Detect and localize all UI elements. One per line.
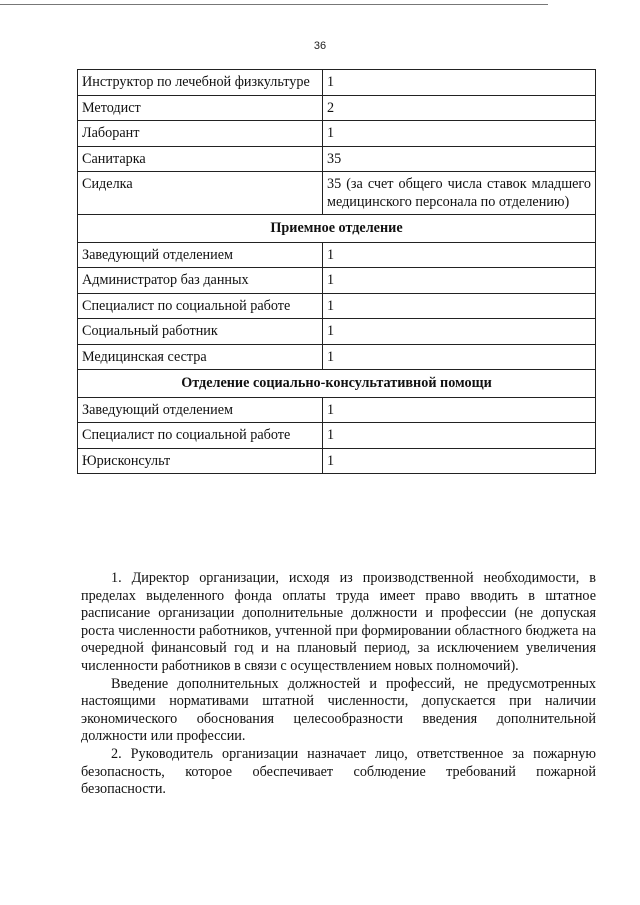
- position-cell: Медицинская сестра: [78, 344, 323, 370]
- position-cell: Санитарка: [78, 146, 323, 172]
- top-rule: [0, 4, 548, 5]
- table-row: [78, 293, 596, 319]
- staffing-table: [77, 69, 596, 474]
- count-cell: 35 (за счет общего числа ставок младшего медицинского персонала по отделению): [323, 172, 596, 215]
- table-row: [78, 121, 596, 147]
- section-title: Отделение социально-консультативной помощи: [78, 370, 596, 398]
- count-cell: 1: [323, 242, 596, 268]
- count-cell: 1: [323, 397, 596, 423]
- page-number: 36: [313, 40, 327, 52]
- table-row: [78, 344, 596, 370]
- count-cell: 1: [323, 121, 596, 147]
- count-cell: 1: [323, 423, 596, 449]
- table-row: [78, 146, 596, 172]
- table-row: [78, 172, 596, 215]
- table-row: [78, 423, 596, 449]
- position-cell: Специалист по социальной работе: [78, 423, 323, 449]
- paragraph-3: 2. Руководитель организации назначает лицо, ответственное за пожарную безопасность, которое обеспечивает соблюдение требований пожарной безопасности.: [81, 745, 596, 798]
- position-cell: Заведующий отделением: [78, 397, 323, 423]
- count-cell: 35: [323, 146, 596, 172]
- count-cell: 2: [323, 95, 596, 121]
- count-cell: 1: [323, 344, 596, 370]
- count-cell: 1: [323, 268, 596, 294]
- position-cell: Администратор баз данных: [78, 268, 323, 294]
- table-row: [78, 268, 596, 294]
- position-cell: Инструктор по лечебной физкультуре: [78, 70, 323, 96]
- count-cell: 1: [323, 70, 596, 96]
- table-row: [78, 242, 596, 268]
- position-cell: Заведующий отделением: [78, 242, 323, 268]
- section-header-row: [78, 215, 596, 243]
- position-cell: Социальный работник: [78, 319, 323, 345]
- table-row: [78, 397, 596, 423]
- body-text: [81, 570, 596, 799]
- count-cell: 1: [323, 448, 596, 474]
- table-row: [78, 95, 596, 121]
- table-row: [78, 319, 596, 345]
- position-cell: Юрисконсульт: [78, 448, 323, 474]
- table-row: [78, 70, 596, 96]
- position-cell: Специалист по социальной работе: [78, 293, 323, 319]
- paragraph-2: Введение дополнительных должностей и профессий, не предусмотренных настоящими нормативами штатной численности, допускается при наличии экономического обоснования целесообразности введения дополнительной должности или профессии.: [81, 675, 596, 745]
- count-cell: 1: [323, 319, 596, 345]
- position-cell: Сиделка: [78, 172, 323, 215]
- position-cell: Методист: [78, 95, 323, 121]
- section-title: Приемное отделение: [78, 215, 596, 243]
- position-cell: Лаборант: [78, 121, 323, 147]
- section-header-row: [78, 370, 596, 398]
- paragraph-1: 1. Директор организации, исходя из производственной необходимости, в пределах выделенного фонда оплаты труда имеет право вводить в штатное расписание организации дополнительные должности и профессии (не допуская роста численности работников, учтенной при формировании областного бюджета на очередной финансовый год и на плановый период, за исключением увеличения численности работников в связи с осуществлением новых полномочий).: [81, 570, 596, 674]
- count-cell: 1: [323, 293, 596, 319]
- table-row: [78, 448, 596, 474]
